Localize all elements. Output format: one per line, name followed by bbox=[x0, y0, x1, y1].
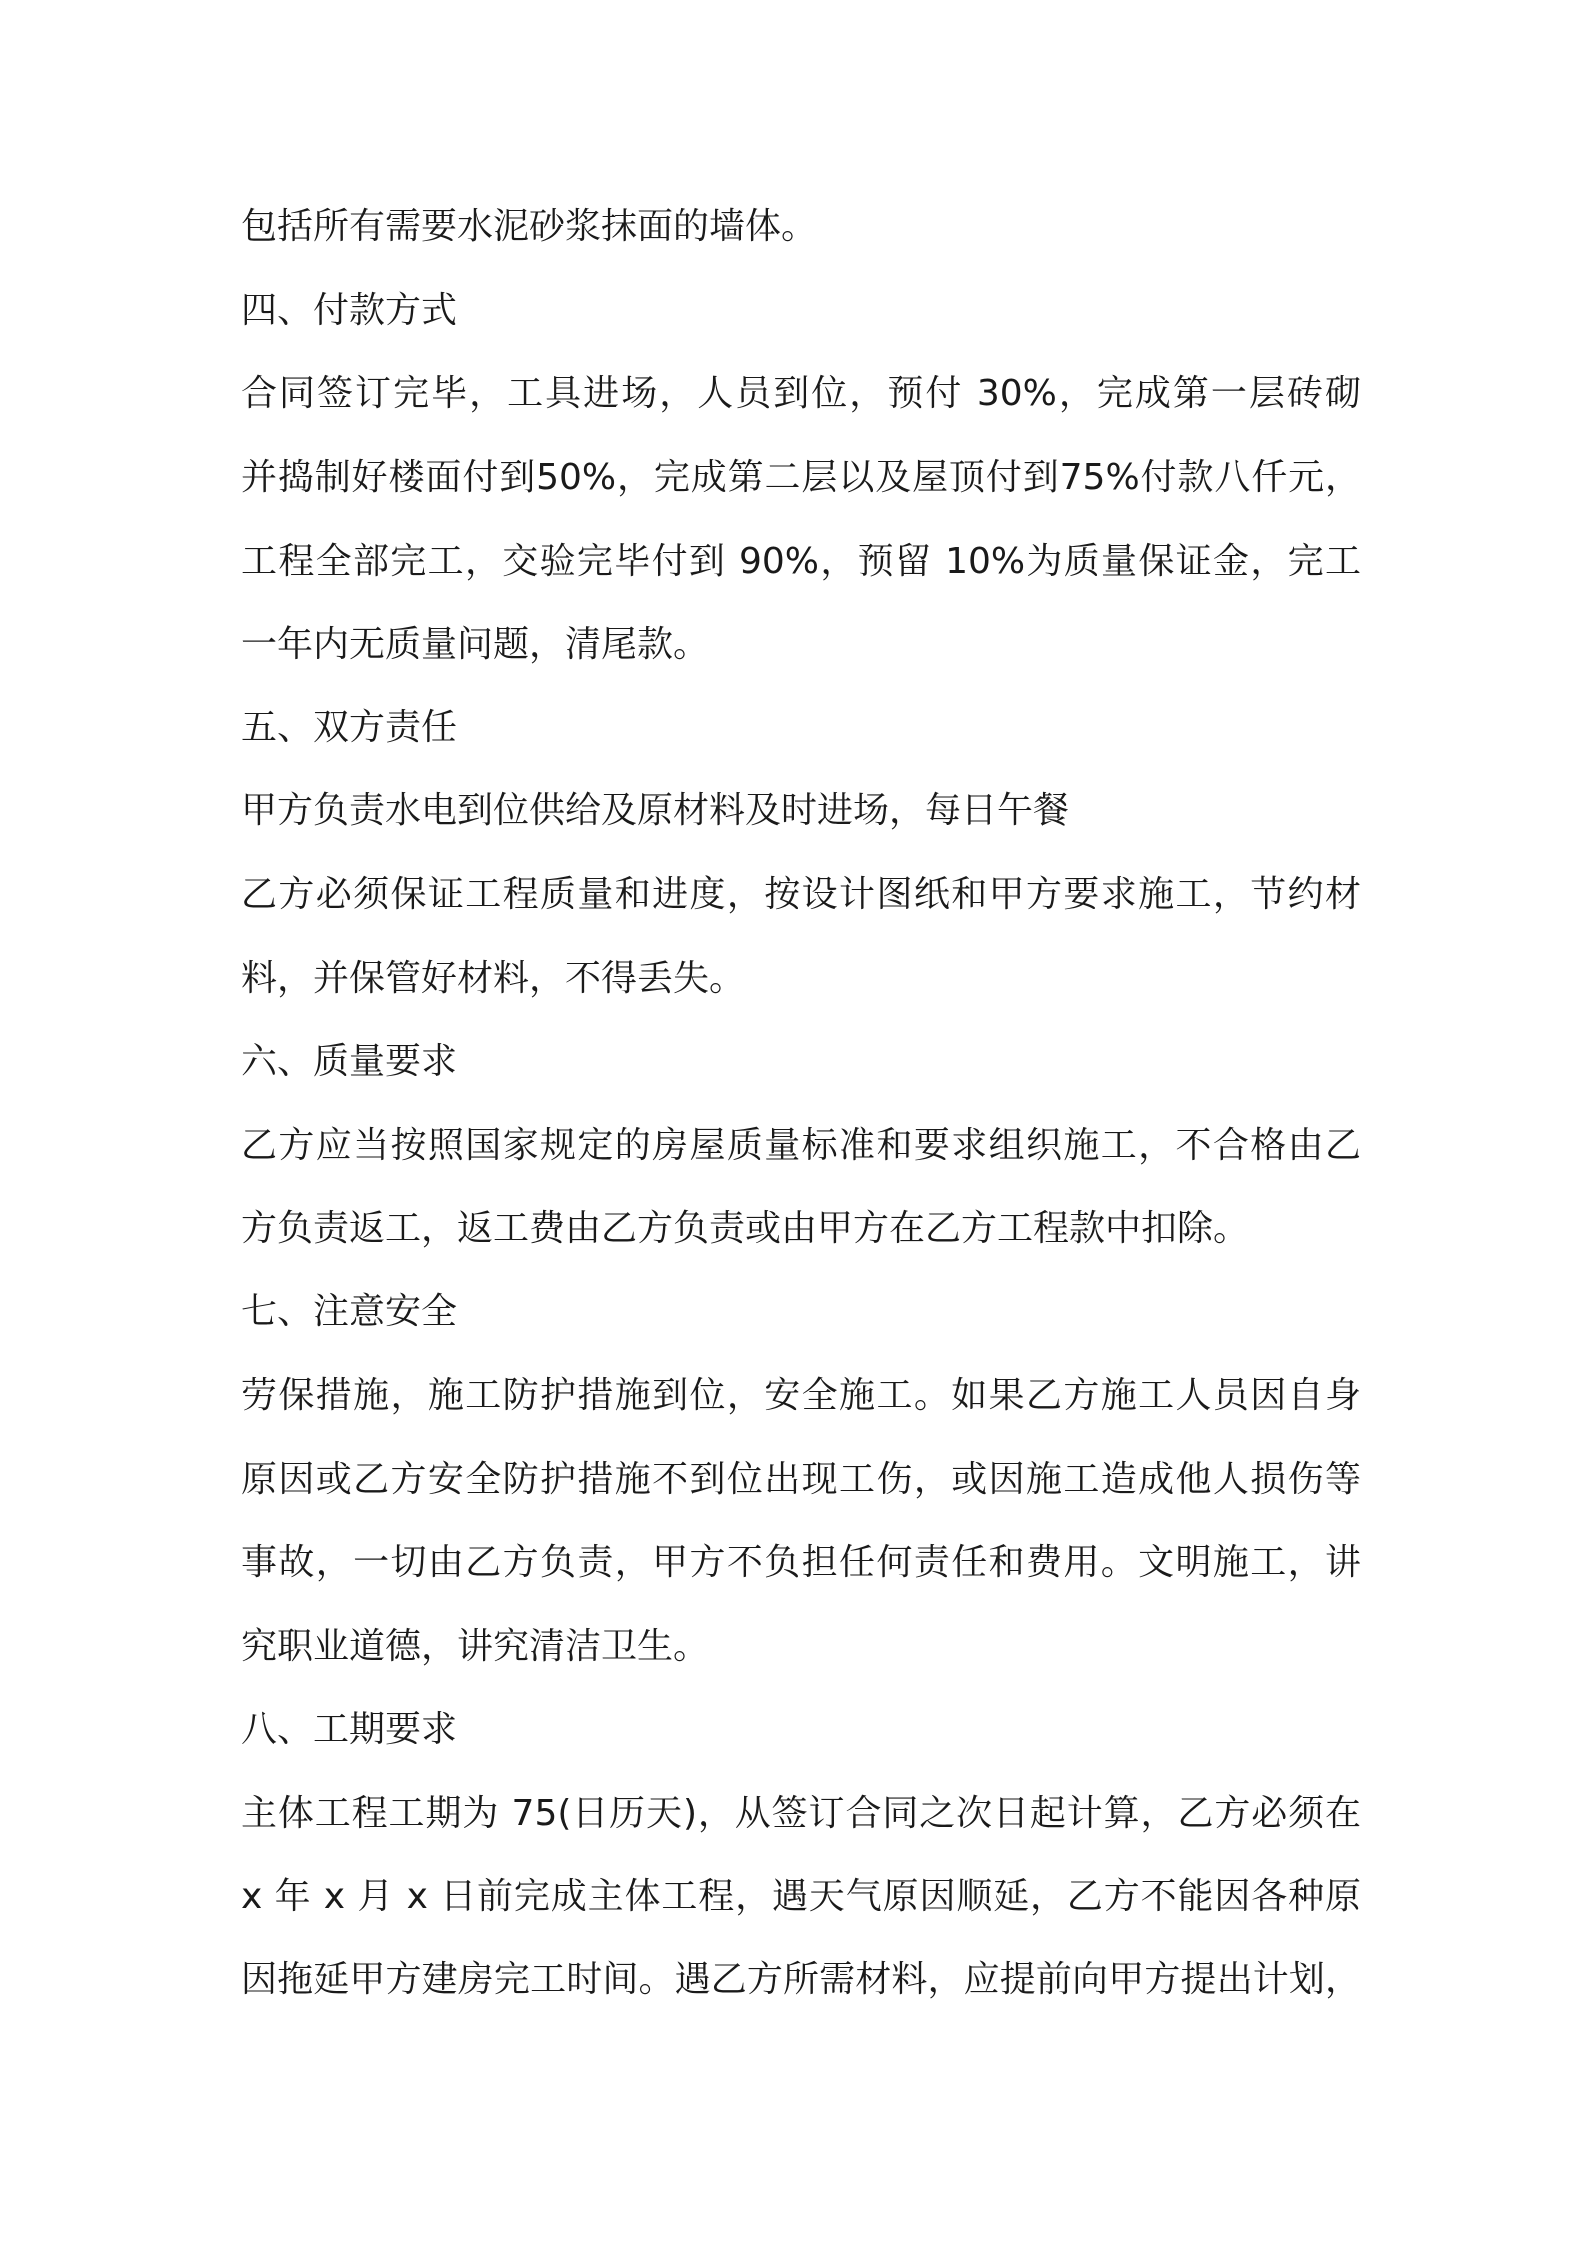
paragraph-line: 包括所有需要水泥砂浆抹面的墙体。 bbox=[241, 206, 818, 247]
section-heading-schedule: 八、工期要求 bbox=[241, 1709, 458, 1750]
paragraph-line: 料，并保管好材料，不得丢失。 bbox=[241, 958, 746, 999]
paragraph-line: 乙方应当按照国家规定的房屋质量标准和要求组织施工，不合格由乙 bbox=[241, 1125, 1361, 1166]
paragraph-line: 一年内无质量问题，清尾款。 bbox=[241, 624, 710, 665]
paragraph-line: 劳保措施，施工防护措施到位，安全施工。如果乙方施工人员因自身 bbox=[241, 1375, 1361, 1416]
paragraph-line: 主体工程工期为 75(日历天)，从签订合同之次日起计算，乙方必须在 bbox=[241, 1793, 1361, 1834]
paragraph-line: 原因或乙方安全防护措施不到位出现工伤，或因施工造成他人损伤等 bbox=[241, 1459, 1361, 1500]
paragraph-line: 因拖延甲方建房完工时间。遇乙方所需材料，应提前向甲方提出计划， bbox=[241, 1959, 1361, 2000]
paragraph-line: 合同签订完毕，工具进场，人员到位，预付 30%，完成第一层砖砌 bbox=[241, 373, 1361, 414]
paragraph-line: 事故，一切由乙方负责，甲方不负担任何责任和费用。文明施工，讲 bbox=[241, 1542, 1361, 1583]
section-heading-quality: 六、质量要求 bbox=[241, 1041, 458, 1082]
paragraph-line: 甲方负责水电到位供给及原材料及时进场，每日午餐 bbox=[241, 790, 1070, 831]
paragraph-line: 并捣制好楼面付到50%，完成第二层以及屋顶付到75%付款八仟元， bbox=[241, 457, 1361, 498]
section-heading-safety: 七、注意安全 bbox=[241, 1291, 458, 1332]
paragraph-line: 工程全部完工，交验完毕付到 90%，预留 10%为质量保证金，完工 bbox=[241, 541, 1361, 582]
paragraph-line: x 年 x 月 x 日前完成主体工程，遇天气原因顺延，乙方不能因各种原 bbox=[241, 1876, 1361, 1917]
paragraph-line: 乙方必须保证工程质量和进度，按设计图纸和甲方要求施工，节约材 bbox=[241, 874, 1361, 915]
section-heading-payment: 四、付款方式 bbox=[241, 290, 458, 331]
section-heading-responsibilities: 五、双方责任 bbox=[241, 707, 458, 748]
paragraph-line: 究职业道德，讲究清洁卫生。 bbox=[241, 1626, 710, 1667]
paragraph-line: 方负责返工，返工费由乙方负责或由甲方在乙方工程款中扣除。 bbox=[241, 1208, 1250, 1249]
